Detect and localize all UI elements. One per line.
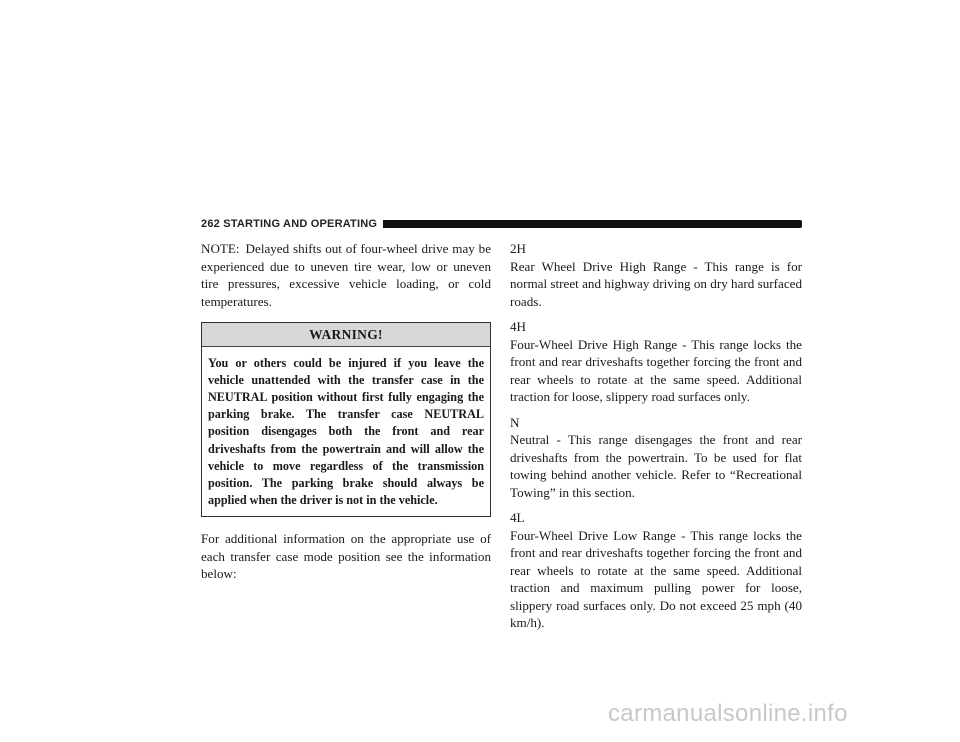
- note-paragraph: [201, 240, 491, 310]
- note-text: Delayed shifts out of four-wheel drive may be experienced due to uneven tire wear, low or uneven tire pressures, excessive vehicle loading, or cold temperatures.: [201, 241, 491, 309]
- mode-n: [510, 414, 802, 502]
- mode-4h: [510, 318, 802, 406]
- page-header: [201, 217, 802, 231]
- info-paragraph: For additional information on the appropriate use of each transfer case mode position see the information below:: [201, 531, 491, 582]
- header-rule: [383, 220, 802, 228]
- mode-description: Neutral - This range disengages the front and rear driveshafts from the powertrain. To be used for flat towing behind another vehicle. Refer to “Recreational Towing” in this section.: [510, 432, 802, 500]
- right-column: [510, 240, 802, 640]
- warning-box: [201, 322, 491, 517]
- left-column: [201, 240, 491, 583]
- page-title: 262 STARTING AND OPERATING: [201, 218, 378, 230]
- mode-code: 2H: [510, 241, 527, 256]
- mode-description: Four-Wheel Drive High Range - This range locks the front and rear driveshafts together forcing the front and rear wheels to rotate at the same speed. Additional traction for loose, slippery road surfaces only.: [510, 336, 802, 404]
- warning-title: WARNING!: [202, 323, 490, 347]
- note-label: NOTE:: [201, 241, 240, 256]
- mode-code: N: [510, 414, 520, 430]
- mode-4l: [510, 509, 802, 632]
- warning-text: You or others could be injured if you leave the vehicle unattended with the transfer case in the NEUTRAL position without first fully engaging the parking brake. The transfer case NEUTRAL position disengages both the front and rear driveshafts from the powertrain and will allow the vehicle to move regardless of the transmission position. The parking brake should always be applied when the driver is not in the vehicle.: [208, 355, 484, 508]
- mode-description: Four-Wheel Drive Low Range - This range locks the front and rear driveshafts together forcing the front and rear wheels to rotate at the same speed. Additional traction and maximum pulling power for loose, slippery road surfaces only. Do not exceed 25 mph (40 km/h).: [510, 527, 802, 630]
- mode-2h: [510, 240, 802, 310]
- mode-code: 4L: [510, 510, 525, 525]
- mode-description: Rear Wheel Drive High Range - This range is for normal street and highway driving on dry hard surfaced roads.: [510, 258, 802, 309]
- watermark-text: carmanualsonline.info: [608, 700, 848, 727]
- mode-code: 4H: [510, 319, 527, 334]
